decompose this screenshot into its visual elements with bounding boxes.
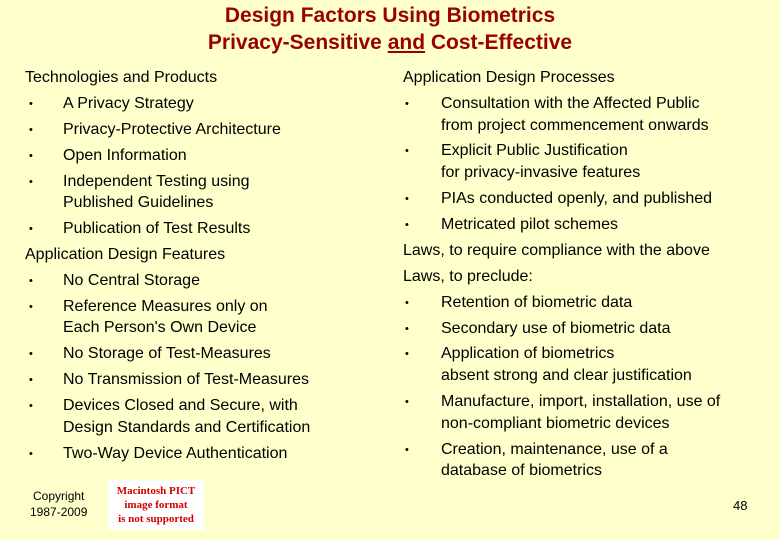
list-item: PIAs conducted openly, and published bbox=[441, 190, 713, 207]
list-item: Creation, maintenance, use of a bbox=[441, 441, 668, 458]
list-item-continuation: non-compliant biometric devices bbox=[441, 415, 670, 432]
bullet-icon: • bbox=[29, 448, 33, 460]
copyright-line-1: Copyright bbox=[33, 489, 85, 503]
list-item-continuation: Each Person's Own Device bbox=[63, 319, 257, 336]
list-item: Publication of Test Results bbox=[63, 220, 251, 237]
bullet-icon: • bbox=[405, 219, 409, 231]
copyright-line-2: 1987-2009 bbox=[30, 505, 88, 519]
list-item-continuation: database of biometrics bbox=[441, 462, 602, 479]
list-item: Open Information bbox=[63, 147, 187, 164]
heading-application-design-features: Application Design Features bbox=[25, 246, 226, 263]
pict-line-1: Macintosh PICT bbox=[116, 485, 196, 497]
laws-preclude: Laws, to preclude: bbox=[403, 268, 533, 285]
copyright-notice bbox=[30, 488, 87, 520]
list-item-continuation: from project commencement onwards bbox=[441, 117, 709, 134]
bullet-icon: • bbox=[29, 301, 33, 313]
bullet-icon: • bbox=[29, 150, 33, 162]
list-item-continuation: Published Guidelines bbox=[63, 194, 214, 211]
bullet-icon: • bbox=[405, 98, 409, 110]
list-item: No Transmission of Test-Measures bbox=[63, 371, 310, 388]
list-item-continuation: absent strong and clear justification bbox=[441, 367, 692, 384]
bullet-icon: • bbox=[405, 444, 409, 456]
list-item: Application of biometrics bbox=[441, 345, 615, 362]
page-number: 48 bbox=[733, 498, 748, 513]
list-item: No Central Storage bbox=[63, 272, 200, 289]
bullet-icon: • bbox=[29, 374, 33, 386]
bullet-icon: • bbox=[405, 297, 409, 309]
list-item: Independent Testing using bbox=[63, 173, 250, 190]
pict-line-2: image format bbox=[124, 499, 188, 511]
list-item: Devices Closed and Secure, with bbox=[63, 397, 298, 414]
title-line-1: Design Factors Using Biometrics bbox=[224, 4, 556, 27]
list-item-continuation: for privacy-invasive features bbox=[441, 164, 641, 181]
list-item: Metricated pilot schemes bbox=[441, 216, 618, 233]
heading-technologies: Technologies and Products bbox=[25, 69, 218, 86]
slide-title bbox=[0, 2, 780, 56]
bullet-icon: • bbox=[29, 124, 33, 136]
bullet-icon: • bbox=[405, 396, 409, 408]
list-item: Explicit Public Justification bbox=[441, 142, 628, 159]
list-item: Two-Way Device Authentication bbox=[63, 445, 288, 462]
list-item: Manufacture, import, installation, use of bbox=[441, 393, 721, 410]
bullet-icon: • bbox=[29, 275, 33, 287]
bullet-icon: • bbox=[405, 145, 409, 157]
list-item: No Storage of Test-Measures bbox=[63, 345, 271, 362]
list-item-continuation: Design Standards and Certification bbox=[63, 419, 311, 436]
heading-application-design-processes: Application Design Processes bbox=[403, 69, 615, 86]
bullet-icon: • bbox=[405, 193, 409, 205]
laws-compliance: Laws, to require compliance with the above bbox=[403, 242, 710, 259]
bullet-icon: • bbox=[29, 98, 33, 110]
list-item: Retention of biometric data bbox=[441, 294, 633, 311]
pict-line-3: is not supported bbox=[118, 513, 194, 525]
list-item: Privacy-Protective Architecture bbox=[63, 121, 281, 138]
bullet-icon: • bbox=[405, 348, 409, 360]
list-item: A Privacy Strategy bbox=[63, 95, 194, 112]
list-item: Secondary use of biometric data bbox=[441, 320, 671, 337]
bullet-icon: • bbox=[405, 323, 409, 335]
bullet-icon: • bbox=[29, 223, 33, 235]
bullet-icon: • bbox=[29, 348, 33, 360]
bullet-icon: • bbox=[29, 400, 33, 412]
list-item: Reference Measures only on bbox=[63, 298, 268, 315]
title-line-2: Privacy-Sensitive and Cost-Effective bbox=[207, 31, 573, 54]
unsupported-image-placeholder bbox=[108, 480, 204, 530]
bullet-icon: • bbox=[29, 176, 33, 188]
list-item: Consultation with the Affected Public bbox=[441, 95, 700, 112]
